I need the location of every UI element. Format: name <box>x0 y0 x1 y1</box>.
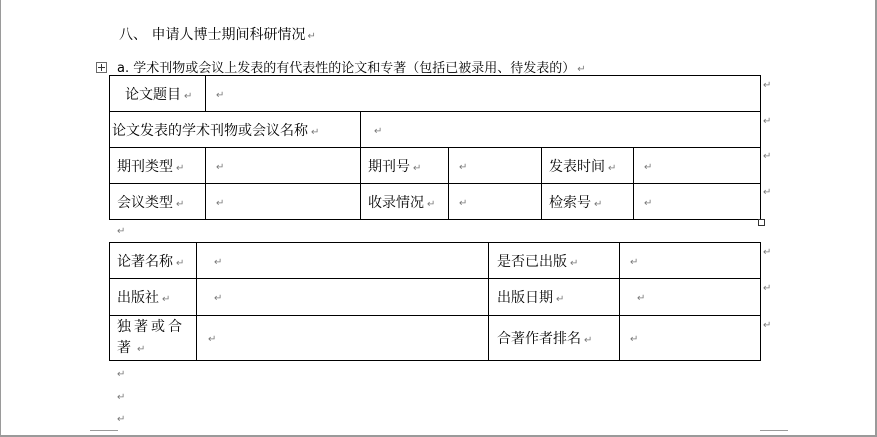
crop-mark-left <box>90 430 118 431</box>
journal-name-label: 论文发表的学术刊物或会议名称 ↵ <box>110 112 361 148</box>
journal-name-cell[interactable]: ↵ <box>361 112 761 148</box>
empty-paragraph: ↵ <box>117 369 126 380</box>
row-end-mark: ↵ <box>763 247 772 258</box>
coauthor-rank-label: 合著作者排名 ↵ <box>489 316 620 361</box>
empty-paragraph: ↵ <box>117 392 126 403</box>
index-number-label: 检索号 ↵ <box>542 184 634 220</box>
table-row <box>110 112 761 148</box>
row-end-mark: ↵ <box>763 283 772 294</box>
publish-date-cell[interactable]: ↵ <box>620 279 761 316</box>
published-label: 是否已出版 ↵ <box>489 243 620 279</box>
row-end-mark: ↵ <box>763 320 772 331</box>
table-row <box>110 316 761 361</box>
table-row <box>110 184 761 220</box>
table-row <box>110 148 761 184</box>
paper-title-cell[interactable]: ↵ <box>206 76 761 112</box>
crop-mark-right <box>760 430 788 431</box>
journal-type-label: 期刊类型 ↵ <box>110 148 206 184</box>
table-row <box>110 76 761 112</box>
authorship-cell[interactable]: ↵ <box>197 316 489 361</box>
conference-type-cell[interactable]: ↵ <box>206 184 361 220</box>
row-end-mark: ↵ <box>763 187 772 198</box>
table-move-handle-icon[interactable] <box>96 62 107 73</box>
table-row <box>110 243 761 279</box>
row-end-mark: ↵ <box>763 80 772 91</box>
subheading: a. 学术刊物或会议上发表的有代表性的论文和专著（包括已被录用、待发表的） ↵ <box>117 61 586 76</box>
conference-type-label: 会议类型 ↵ <box>110 184 206 220</box>
paper-title-label: 论文题目 ↵ <box>110 76 206 112</box>
publish-time-label: 发表时间 ↵ <box>542 148 634 184</box>
paragraph-mark: ↵ <box>577 64 586 75</box>
published-cell[interactable]: ↵ <box>620 243 761 279</box>
row-end-mark: ↵ <box>763 151 772 162</box>
issue-cell[interactable]: ↵ <box>449 148 542 184</box>
indexing-label: 收录情况 ↵ <box>361 184 449 220</box>
publisher-label: 出版社 ↵ <box>110 279 197 316</box>
row-end-mark: ↵ <box>763 116 772 127</box>
empty-paragraph: ↵ <box>117 414 126 425</box>
authorship-label: 独著或合著 ↵ <box>110 316 197 361</box>
indexing-cell[interactable]: ↵ <box>449 184 542 220</box>
index-number-cell[interactable]: ↵ <box>634 184 761 220</box>
book-table <box>109 242 761 361</box>
publisher-cell[interactable]: ↵ <box>197 279 489 316</box>
section-heading: 八、 申请人博士期间科研情况 ↵ <box>119 27 316 43</box>
paragraph-mark: ↵ <box>307 31 316 42</box>
issue-label: 期刊号 ↵ <box>361 148 449 184</box>
coauthor-rank-cell[interactable]: ↵ <box>620 316 761 361</box>
book-name-label: 论著名称 ↵ <box>110 243 197 279</box>
publish-time-cell[interactable]: ↵ <box>634 148 761 184</box>
paper-table <box>109 75 761 220</box>
journal-type-cell[interactable]: ↵ <box>206 148 361 184</box>
table-resize-handle[interactable] <box>758 219 765 226</box>
empty-paragraph: ↵ <box>117 226 126 237</box>
table-row <box>110 279 761 316</box>
publish-date-label: 出版日期 ↵ <box>489 279 620 316</box>
book-name-cell[interactable]: ↵ <box>197 243 489 279</box>
page-left-edge <box>0 0 1 437</box>
